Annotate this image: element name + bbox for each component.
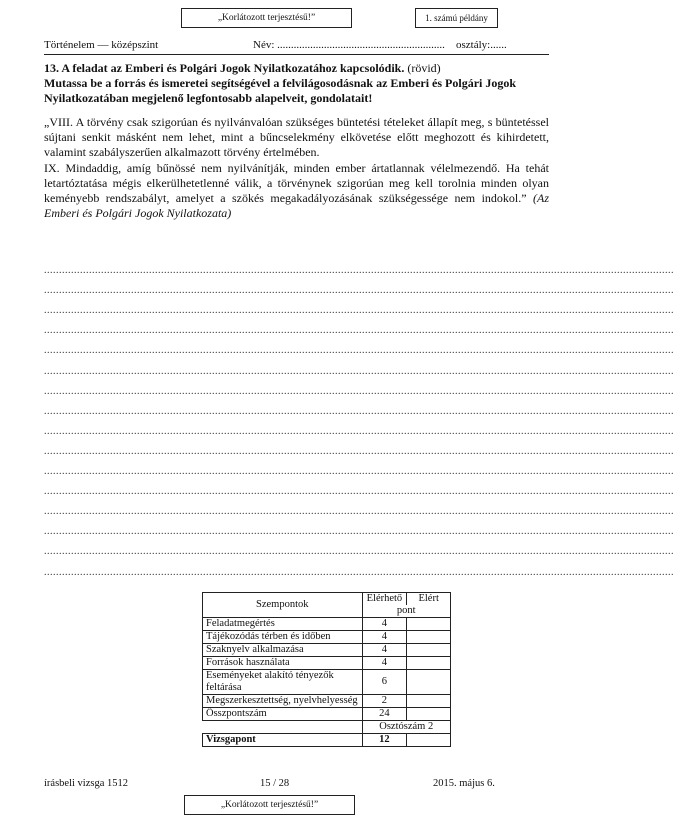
score-row-max: 2 [362,695,407,708]
quote-article-viii: „VIII. A törvény csak szigorúan és nyilvánvalóan szükséges büntetési tételeket állapít meg, s büntetéssel sújtani senkit másként nem lehet, mint a bűncselekmény elkövetése előtt meghozott és kihirdetett, valamint szabályszerűen alkalmazott törvény értelmében. [44,115,549,160]
score-row-max: 24 [362,708,407,721]
score-row-max: 4 [362,631,407,644]
class-field: osztály:...... [456,39,507,51]
subject-level: Történelem — középszint [44,39,159,51]
max-header: Elérhető [362,593,407,606]
task-instruction: Mutassa be a forrás és ismeretei segítségével a felvilágosodásnak az Emberi és Polgári Jogok Nyilatkozatában megjelenő legfontosabb alapelveit, gondolatait! [44,76,517,105]
score-row-label: Összpontszám [203,708,363,721]
answer-line[interactable]: .................................................................................................................................................................................................................. [44,386,674,397]
score-row-got[interactable] [407,618,451,631]
exam-code: írásbeli vizsga 1512 [44,778,128,789]
points-unit-header: pont [362,605,451,618]
task-statement [44,61,549,106]
score-row-got[interactable] [407,644,451,657]
exam-date: 2015. május 6. [433,778,495,789]
final-score-row [203,734,451,747]
score-row-label: Tájékozódás térben és időben [203,631,363,644]
answer-line[interactable]: .................................................................................................................................................................................................................. [44,446,674,457]
score-row [203,670,451,695]
answer-line[interactable]: .................................................................................................................................................................................................................. [44,285,674,296]
answer-line[interactable]: .................................................................................................................................................................................................................. [44,406,674,417]
page-number: 15 / 28 [260,778,290,789]
answer-line[interactable]: .................................................................................................................................................................................................................. [44,366,674,377]
score-row-label: Források használata [203,657,363,670]
score-table [202,592,451,747]
score-row-label: Eseményeket alakító tényezők feltárása [203,670,363,695]
got-header: Elért [407,593,451,606]
task-title: 13. A feladat az Emberi és Polgári Jogok Nyilatkozatához kapcsolódik. [44,61,405,75]
score-row [203,708,451,721]
quote-source: (Az Emberi és Polgári Jogok Nyilatkozata) [44,191,550,221]
answer-line[interactable]: .................................................................................................................................................................................................................. [44,486,674,497]
quote-article-ix [44,161,549,222]
score-row-max: 4 [362,657,407,670]
score-row-got[interactable] [407,657,451,670]
final-score-got[interactable] [407,734,451,747]
answer-line[interactable]: .................................................................................................................................................................................................................. [44,265,674,276]
task-length: (rövid) [404,61,441,75]
answer-line[interactable]: .................................................................................................................................................................................................................. [44,546,674,557]
score-row [203,657,451,670]
score-row-max: 4 [362,644,407,657]
divisor-cell: Osztószám 2 [362,721,451,734]
final-score-label: Vizsgapont [203,734,363,747]
restricted-distribution-footer-box: „Korlátozott terjesztésű!” [184,795,355,815]
score-row [203,695,451,708]
score-row-got[interactable] [407,695,451,708]
answer-line[interactable]: .................................................................................................................................................................................................................. [44,426,674,437]
score-row-label: Megszerkesztettség, nyelvhelyesség [203,695,363,708]
copy-number-box: 1. számú példány [415,8,498,28]
score-row [203,644,451,657]
score-row-got[interactable] [407,670,451,695]
source-quote [44,115,549,221]
score-row [203,618,451,631]
score-row [203,631,451,644]
restricted-distribution-box: „Korlátozott terjesztésű!” [181,8,352,28]
criteria-header: Szempontok [203,593,363,618]
header-divider [44,54,549,55]
score-row-max: 6 [362,670,407,695]
score-row-got[interactable] [407,631,451,644]
score-row-max: 4 [362,618,407,631]
name-field: Név: ............................................................. [253,39,445,51]
score-row-label: Feladatmegértés [203,618,363,631]
answer-line[interactable]: .................................................................................................................................................................................................................. [44,345,674,356]
score-row-got[interactable] [407,708,451,721]
quote-article-ix-text: IX. Mindaddig, amíg bűnössé nem nyilvánítják, minden ember ártatlannak vélelmezendő. Ha tehát letartóztatása mégis elkerülhetetlenné válik, a törvénynek szigorúan meg kell torolnia minden olyan keményebb rendszabályt, amelyet a szökés megakadályozásának szükségessége nem indokol.” [44,160,549,206]
score-row-label: Szaknyelv alkalmazása [203,644,363,657]
answer-line[interactable]: .................................................................................................................................................................................................................. [44,506,674,517]
final-score-max: 12 [362,734,407,747]
score-table-header [203,593,451,606]
answer-line[interactable]: .................................................................................................................................................................................................................. [44,325,674,336]
answer-line[interactable]: .................................................................................................................................................................................................................. [44,567,674,578]
answer-line[interactable]: .................................................................................................................................................................................................................. [44,305,674,316]
answer-line[interactable]: .................................................................................................................................................................................................................. [44,526,674,537]
answer-line[interactable]: .................................................................................................................................................................................................................. [44,466,674,477]
